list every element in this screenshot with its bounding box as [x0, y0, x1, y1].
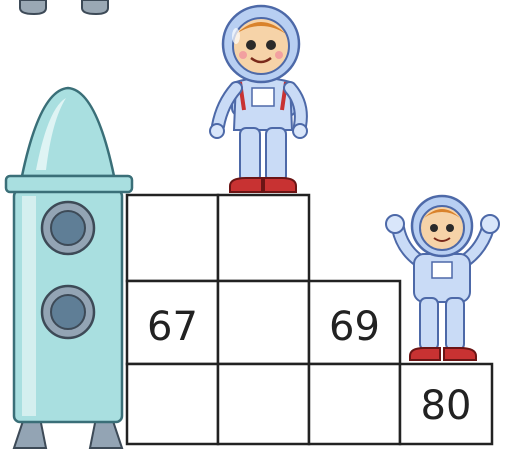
grid-cell[interactable] [218, 364, 309, 444]
cell-value: 67 [147, 303, 198, 350]
cell-value: 80 [420, 383, 472, 429]
rocket-icon [6, 88, 132, 448]
astronaut-icon [386, 196, 499, 360]
cell-value: 69 [329, 303, 380, 350]
grid-cell[interactable] [127, 364, 218, 444]
grid-cell[interactable] [218, 195, 309, 281]
astronaut-icon [210, 6, 307, 192]
grid-cell[interactable] [218, 281, 309, 364]
grid-cell[interactable] [127, 195, 218, 281]
grid-cell[interactable] [309, 364, 400, 444]
cut-off-boots [20, 0, 108, 14]
